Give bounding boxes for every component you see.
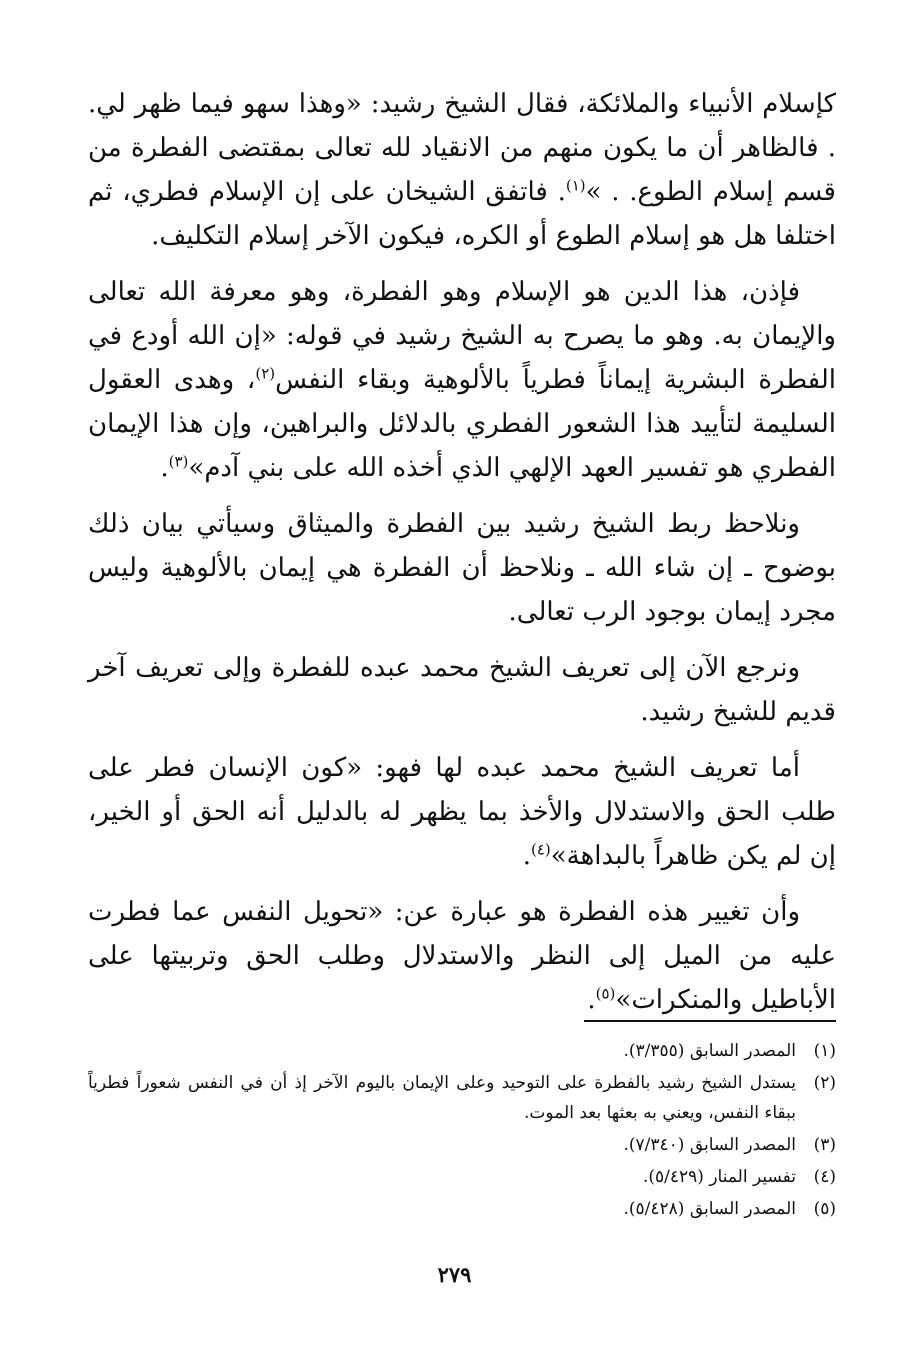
paragraph-6 <box>88 890 836 1022</box>
page-number: ٢٧٩ <box>437 1262 472 1287</box>
footnote-3-text: المصدر السابق (٧/٣٤٠). <box>623 1135 796 1155</box>
paragraph-2-text: فإذن، هذا الدين هو الإسلام وهو الفطرة، وهو معرفة الله تعالى والإيمان به. وهو ما يصرح به الشيخ رشيد في قوله: «إن الله أودع في الفطرة البشرية إيماناً فطرياً بالألوهية وبقاء النفس <box>88 277 836 395</box>
footnote-marker-1[interactable]: (١) <box>565 176 586 195</box>
paragraph-2-text-after: ، وهدى العقول السليمة لتأييد هذا الشعور الفطري بالدلائل والبراهين، وإن هذا الإيمان الفطري هو تفسير العهد الإلهي الذي أخذه الله على بني آدم» <box>88 365 836 483</box>
paragraph-2 <box>88 270 836 490</box>
footnote-2 <box>88 1068 836 1128</box>
footnote-marker-4[interactable]: (٤) <box>530 840 551 859</box>
footnote-2-text: يستدل الشيخ رشيد بالفطرة على التوحيد وعلى الإيمان باليوم الآخر إذ أن في النفس شعوراً فطرياً ببقاء النفس، ويعني به بعثها بعد الموت. <box>88 1073 796 1123</box>
footnote-1-number: (١) <box>813 1041 836 1061</box>
paragraph-4 <box>88 646 836 734</box>
paragraph-4-text: ونرجع الآن إلى تعريف الشيخ محمد عبده للفطرة وإلى تعريف آخر قديم للشيخ رشيد. <box>88 653 836 727</box>
paragraph-6-text: وأن تغيير هذه الفطرة هو عبارة عن: «تحويل النفس عما فطرت عليه من الميل إلى النظر والاستدلال وطلب الحق وتربيتها على الأباطيل والمنكرات» <box>88 897 836 1015</box>
footnote-5-text: المصدر السابق (٥/٤٢٨). <box>623 1199 796 1219</box>
paragraph-5-text: أما تعريف الشيخ محمد عبده لها فهو: «كون الإنسان فطر على طلب الحق والاستدلال والأخذ بما يظهر له بالدليل أنه الحق أو الخير، إن لم يكن ظاهراً بالبداهة» <box>88 753 836 871</box>
paragraph-3 <box>88 502 836 634</box>
paragraph-5-text-after: . <box>522 841 531 871</box>
footnote-1-text: المصدر السابق (٣/٣٥٥). <box>623 1041 796 1061</box>
footnote-5-number: (٥) <box>813 1199 836 1219</box>
paragraph-1-text: كإسلام الأنبياء والملائكة، فقال الشيخ رشيد: «وهذا سهو فيما ظهر لي. . فالظاهر أن ما يكون منهم من الانقياد لله تعالى بمقتضى الفطرة من قسم إسلام الطوع. . » <box>88 89 836 207</box>
footnote-1 <box>88 1036 836 1066</box>
paragraph-6-text-after: . <box>587 985 596 1015</box>
page-body <box>88 82 836 1034</box>
footnote-marker-2[interactable]: (٢) <box>255 364 276 383</box>
paragraph-5 <box>88 746 836 878</box>
footnote-marker-3[interactable]: (٣) <box>168 452 189 471</box>
footnote-4-text: تفسير المنار (٥/٤٢٩). <box>642 1167 796 1187</box>
paragraph-1 <box>88 82 836 258</box>
footnote-marker-5[interactable]: (٥) <box>595 984 616 1003</box>
footnotes-section <box>88 1020 836 1226</box>
footnote-divider <box>584 1020 836 1022</box>
paragraph-1-text-after: . فاتفق الشيخان على إن الإسلام فطري، ثم اختلفا هل هو إسلام الطوع أو الكره، فيكون الآخر إسلام التكليف. <box>88 177 836 251</box>
footnote-3 <box>88 1130 836 1160</box>
footnote-5 <box>88 1194 836 1224</box>
paragraph-3-text: ونلاحظ ربط الشيخ رشيد بين الفطرة والميثاق وسيأتي بيان ذلك بوضوح ـ إن شاء الله ـ ونلاحظ أن الفطرة هي إيمان بالألوهية وليس مجرد إيمان بوجود الرب تعالى. <box>88 509 836 627</box>
footnote-4 <box>88 1162 836 1192</box>
footnote-2-number: (٢) <box>813 1073 836 1093</box>
footnote-4-number: (٤) <box>813 1167 836 1187</box>
paragraph-2-text-end: . <box>160 453 169 483</box>
footnote-3-number: (٣) <box>813 1135 836 1155</box>
